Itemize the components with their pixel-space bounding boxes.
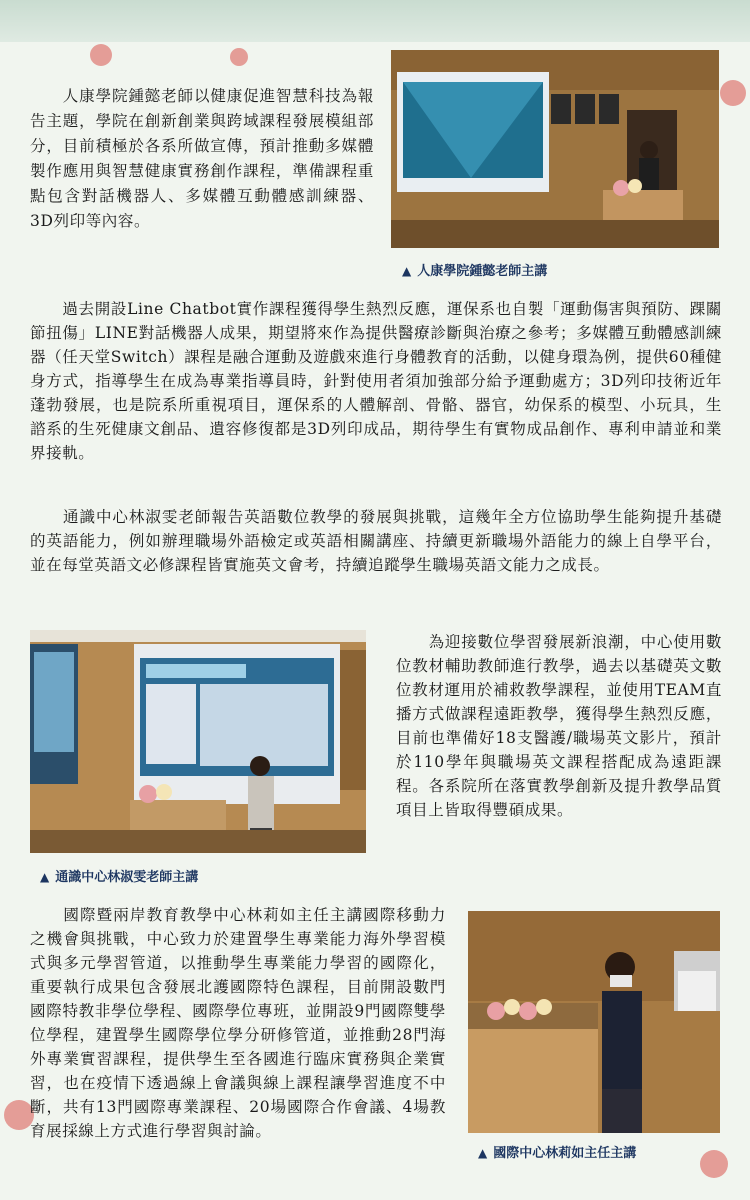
triangle-marker-icon: ▲ [40,870,50,884]
paragraph-5: 國際暨兩岸教育教學中心林莉如主任主講國際移動力之機會與挑戰，中心致力於建置學生專業能力海外學習模式與多元學習管道，以推動學生專業能力學習的國際化，重要執行成果包含發展北護國際特色課程，目前開設數門國際特教非學位學程、國際學位專班，並開設9門國際雙學位學程，建置學生國際學位學分研修管道，並推動28門海外專業實習課程，提供學生至各國進行臨床實務與企業實習，也在疫情下透過線上會議與線上課程讓學習進度不中斷，共有13門國際專業課程、20場國際合作會議、4場教育展採線上方式進行學習與討論。 [30,906,446,1140]
paragraph-2: 過去開設Line Chatbot實作課程獲得學生熱烈反應，運保系也自製「運動傷害與預防、踝關節扭傷」LINE對話機器人成果，期望將來作為提供醫療診斷與治療之參考；多媒體互動體感訓練器（任天堂Switch）課程是融合運動及遊戲來進行身體教育的活動，以健身環為例，提供60種健身方式，指導學生在成為專業指導員時，針對使用者須加強部分給予運動處方；3D列印技術近年蓬勃發展，也是院系所重視項目，運保系的人體解剖、骨骼、器官，幼保系的模型、小玩具，生諮系的生死健康文創品、遺容修復都是3D列印成品，期待學生有實物成品創作、專利申請並和業界接軌。 [30,300,722,462]
triangle-marker-icon: ▲ [478,1146,488,1160]
paragraph-1: 人康學院鍾懿老師以健康促進智慧科技為報告主題，學院在創新創業與跨域課程發展模組部分，目前積極於各系所做宣傳，預計推動多媒體製作應用與智慧健康實務創作課程，準備課程重點包含對話機器人、多媒體互動體感訓練器、3D列印等內容。 [30,87,374,230]
triangle-marker-icon: ▲ [402,264,412,278]
header-band [0,0,750,42]
ornament-decoration [90,44,112,66]
photo-caption-3: ▲ 國際中心林莉如主任主講 [478,1146,637,1161]
ornament-decoration [720,80,746,106]
photo-lecture-speaker-1 [391,50,719,248]
ornament-decoration [230,48,248,66]
photo-lecture-speaker-3 [468,911,720,1133]
photo-lecture-speaker-2 [30,630,366,853]
paragraph-3: 通識中心林淑雯老師報告英語數位教學的發展與挑戰，這幾年全方位協助學生能夠提升基礎的英語能力，例如辦理職場外語檢定或英語相關講座、持續更新職場外語能力的線上自學平台，並在每堂英語文必修課程皆實施英文會考，持續追蹤學生職場英語文能力之成長。 [30,508,722,574]
paragraph-4: 為迎接數位學習發展新浪潮，中心使用數位教材輔助教師進行教學，過去以基礎英文數位教材運用於補救教學課程，並使用TEAM直播方式做課程遠距教學，獲得學生熱烈反應，目前也準備好18支醫護/職場英文影片，預計於110學年與職場英文課程搭配成為遠距課程。各系院所在落實教學創新及提升教學品質項目上皆取得豐碩成果。 [396,633,722,819]
ornament-decoration [700,1150,728,1178]
photo-caption-1: ▲ 人康學院鍾懿老師主講 [402,264,548,279]
photo-caption-2: ▲ 通識中心林淑雯老師主講 [40,870,199,885]
